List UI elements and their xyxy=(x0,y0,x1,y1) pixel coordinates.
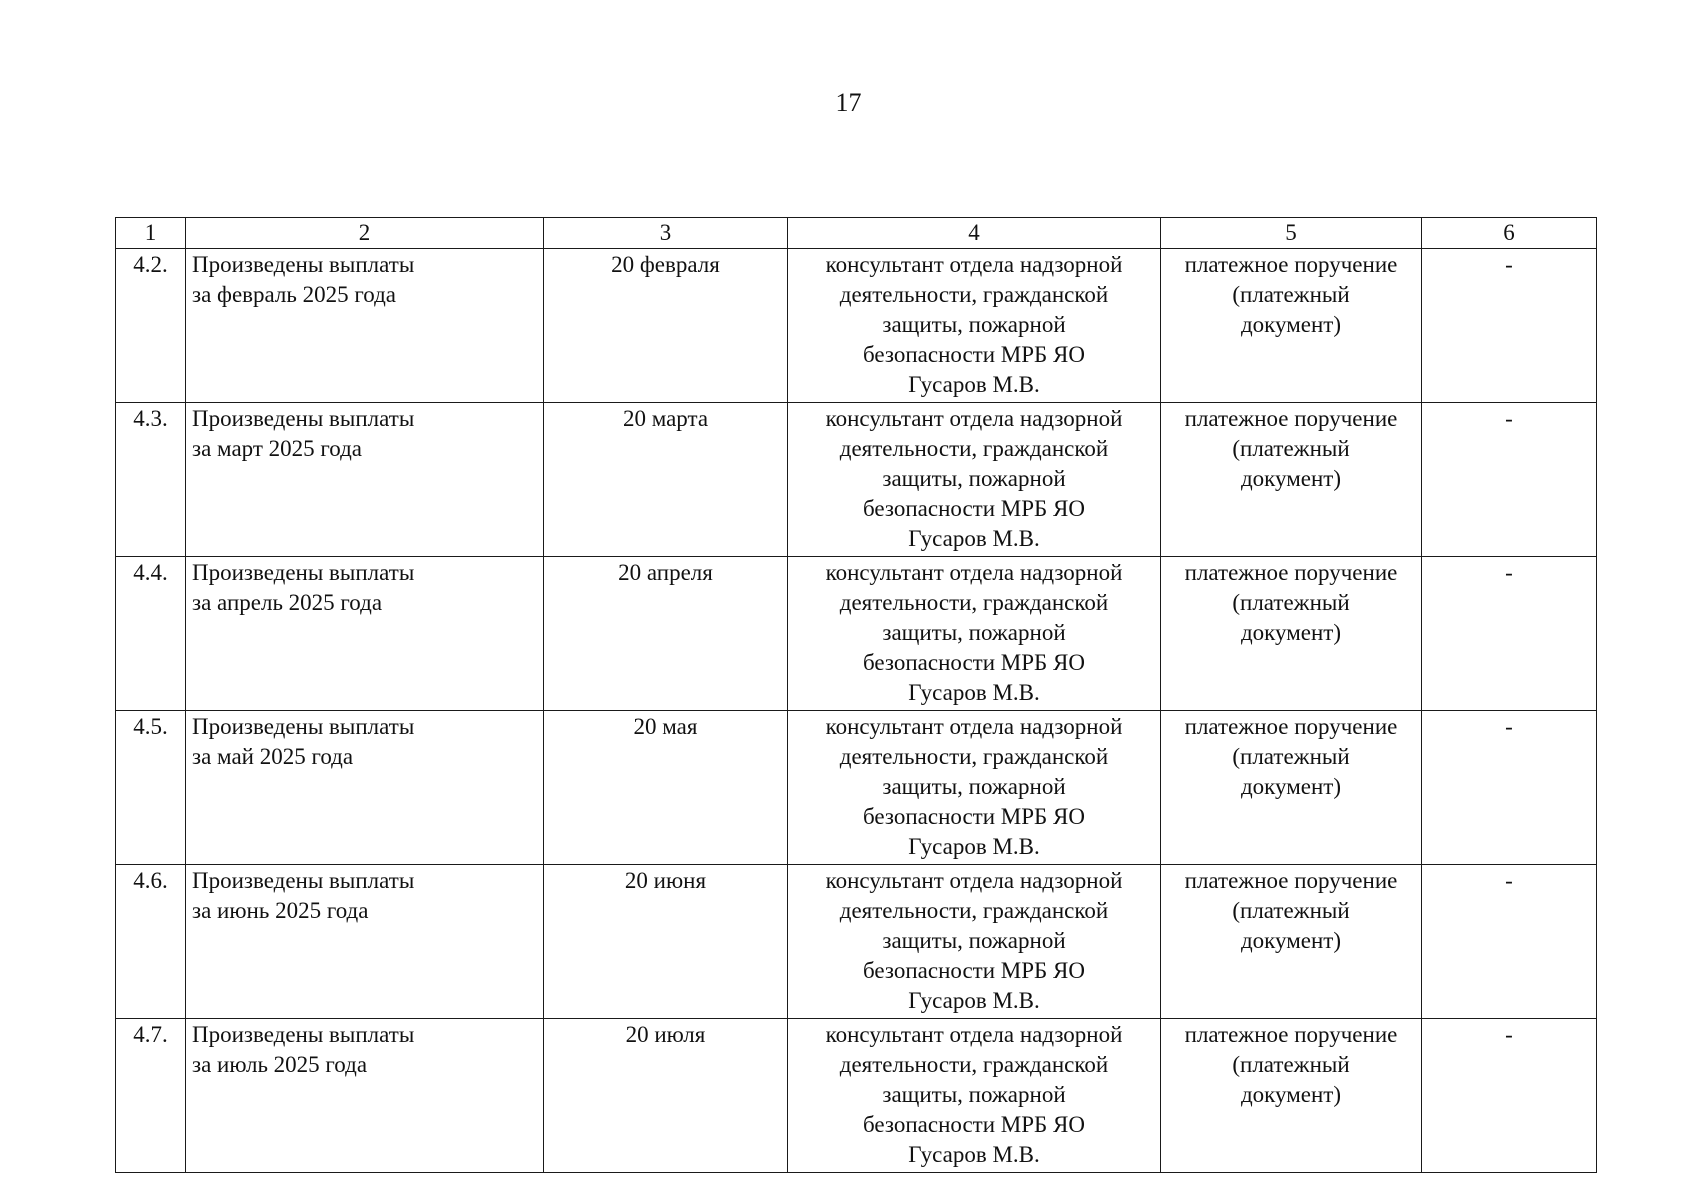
note-cell: - xyxy=(1422,249,1597,403)
document-line: платежное поручение xyxy=(1184,1022,1398,1047)
document-line: платежное поручение xyxy=(1184,252,1398,277)
responsible-line: безопасности МРБ ЯО xyxy=(863,958,1085,983)
due-date-cell: 20 июня xyxy=(544,865,788,1019)
responsible-line: консультант отдела надзорной xyxy=(825,1022,1123,1047)
due-date-cell: 20 апреля xyxy=(544,557,788,711)
responsible-line: Гусаров М.В. xyxy=(908,372,1040,397)
table-row xyxy=(116,865,1597,1019)
item-number-cell: 4.4. xyxy=(116,557,186,711)
item-number-cell: 4.6. xyxy=(116,865,186,1019)
table-row xyxy=(116,403,1597,557)
event-line: за март 2025 года xyxy=(192,436,363,461)
document-cell xyxy=(1161,403,1422,557)
document-line: (платежный xyxy=(1232,1052,1350,1077)
responsible-line: Гусаров М.В. xyxy=(908,1142,1040,1167)
event-cell xyxy=(186,865,544,1019)
note-cell: - xyxy=(1422,403,1597,557)
column-header: 1 xyxy=(116,218,186,249)
table-row xyxy=(116,1019,1597,1173)
due-date-cell: 20 февраля xyxy=(544,249,788,403)
document-line: документ) xyxy=(1240,466,1342,491)
event-line: Произведены выплаты xyxy=(192,714,415,739)
table-body xyxy=(116,218,1597,1173)
event-line: за июль 2025 года xyxy=(192,1052,368,1077)
document-cell xyxy=(1161,865,1422,1019)
document-cell xyxy=(1161,557,1422,711)
document-line: платежное поручение xyxy=(1184,868,1398,893)
responsible-line: Гусаров М.В. xyxy=(908,526,1040,551)
responsible-line: безопасности МРБ ЯО xyxy=(863,804,1085,829)
responsible-line: деятельности, гражданской xyxy=(839,282,1109,307)
document-line: документ) xyxy=(1240,1082,1342,1107)
event-cell xyxy=(186,249,544,403)
document-cell xyxy=(1161,711,1422,865)
event-line: за май 2025 года xyxy=(192,744,354,769)
document-line: платежное поручение xyxy=(1184,406,1398,431)
document-line: (платежный xyxy=(1232,898,1350,923)
responsible-line: консультант отдела надзорной xyxy=(825,406,1123,431)
page-number: 17 xyxy=(835,88,862,117)
schedule-table xyxy=(115,217,1597,1173)
event-cell xyxy=(186,711,544,865)
note-cell: - xyxy=(1422,711,1597,865)
due-date-cell: 20 мая xyxy=(544,711,788,865)
responsible-line: консультант отдела надзорной xyxy=(825,560,1123,585)
responsible-line: Гусаров М.В. xyxy=(908,988,1040,1013)
responsible-line: консультант отдела надзорной xyxy=(825,252,1123,277)
note-cell: - xyxy=(1422,865,1597,1019)
document-line: документ) xyxy=(1240,312,1342,337)
responsible-line: защиты, пожарной xyxy=(882,466,1066,491)
responsible-line: Гусаров М.В. xyxy=(908,834,1040,859)
responsible-line: защиты, пожарной xyxy=(882,620,1066,645)
due-date-cell: 20 марта xyxy=(544,403,788,557)
responsible-cell xyxy=(788,711,1161,865)
document-line: (платежный xyxy=(1232,436,1350,461)
responsible-cell xyxy=(788,403,1161,557)
event-line: Произведены выплаты xyxy=(192,868,415,893)
event-cell xyxy=(186,403,544,557)
responsible-line: деятельности, гражданской xyxy=(839,1052,1109,1077)
event-line: Произведены выплаты xyxy=(192,252,415,277)
document-cell xyxy=(1161,1019,1422,1173)
responsible-line: деятельности, гражданской xyxy=(839,436,1109,461)
responsible-line: защиты, пожарной xyxy=(882,312,1066,337)
document-cell xyxy=(1161,249,1422,403)
document-line: документ) xyxy=(1240,620,1342,645)
event-line: за июнь 2025 года xyxy=(192,898,369,923)
responsible-line: защиты, пожарной xyxy=(882,928,1066,953)
due-date-cell: 20 июля xyxy=(544,1019,788,1173)
responsible-line: безопасности МРБ ЯО xyxy=(863,1112,1085,1137)
responsible-line: деятельности, гражданской xyxy=(839,744,1109,769)
document-line: (платежный xyxy=(1232,282,1350,307)
responsible-line: защиты, пожарной xyxy=(882,774,1066,799)
item-number-cell: 4.3. xyxy=(116,403,186,557)
responsible-line: безопасности МРБ ЯО xyxy=(863,496,1085,521)
table-row xyxy=(116,249,1597,403)
column-header: 5 xyxy=(1161,218,1422,249)
document-line: платежное поручение xyxy=(1184,560,1398,585)
table-row xyxy=(116,711,1597,865)
event-line: Произведены выплаты xyxy=(192,1022,415,1047)
column-header: 3 xyxy=(544,218,788,249)
responsible-cell xyxy=(788,249,1161,403)
responsible-cell xyxy=(788,865,1161,1019)
responsible-cell xyxy=(788,557,1161,711)
document-line: (платежный xyxy=(1232,744,1350,769)
event-cell xyxy=(186,1019,544,1173)
document-line: (платежный xyxy=(1232,590,1350,615)
column-number-row xyxy=(116,218,1597,249)
responsible-line: безопасности МРБ ЯО xyxy=(863,342,1085,367)
column-header: 4 xyxy=(788,218,1161,249)
document-line: документ) xyxy=(1240,928,1342,953)
responsible-line: деятельности, гражданской xyxy=(839,590,1109,615)
responsible-line: деятельности, гражданской xyxy=(839,898,1109,923)
responsible-line: безопасности МРБ ЯО xyxy=(863,650,1085,675)
responsible-line: консультант отдела надзорной xyxy=(825,714,1123,739)
responsible-line: Гусаров М.В. xyxy=(908,680,1040,705)
event-line: Произведены выплаты xyxy=(192,560,415,585)
event-cell xyxy=(186,557,544,711)
event-line: за февраль 2025 года xyxy=(192,282,397,307)
item-number-cell: 4.5. xyxy=(116,711,186,865)
event-line: за апрель 2025 года xyxy=(192,590,383,615)
document-line: платежное поручение xyxy=(1184,714,1398,739)
event-line: Произведены выплаты xyxy=(192,406,415,431)
table-row xyxy=(116,557,1597,711)
note-cell: - xyxy=(1422,557,1597,711)
item-number-cell: 4.7. xyxy=(116,1019,186,1173)
document-line: документ) xyxy=(1240,774,1342,799)
responsible-cell xyxy=(788,1019,1161,1173)
note-cell: - xyxy=(1422,1019,1597,1173)
responsible-line: защиты, пожарной xyxy=(882,1082,1066,1107)
responsible-line: консультант отдела надзорной xyxy=(825,868,1123,893)
column-header: 2 xyxy=(186,218,544,249)
item-number-cell: 4.2. xyxy=(116,249,186,403)
column-header: 6 xyxy=(1422,218,1597,249)
